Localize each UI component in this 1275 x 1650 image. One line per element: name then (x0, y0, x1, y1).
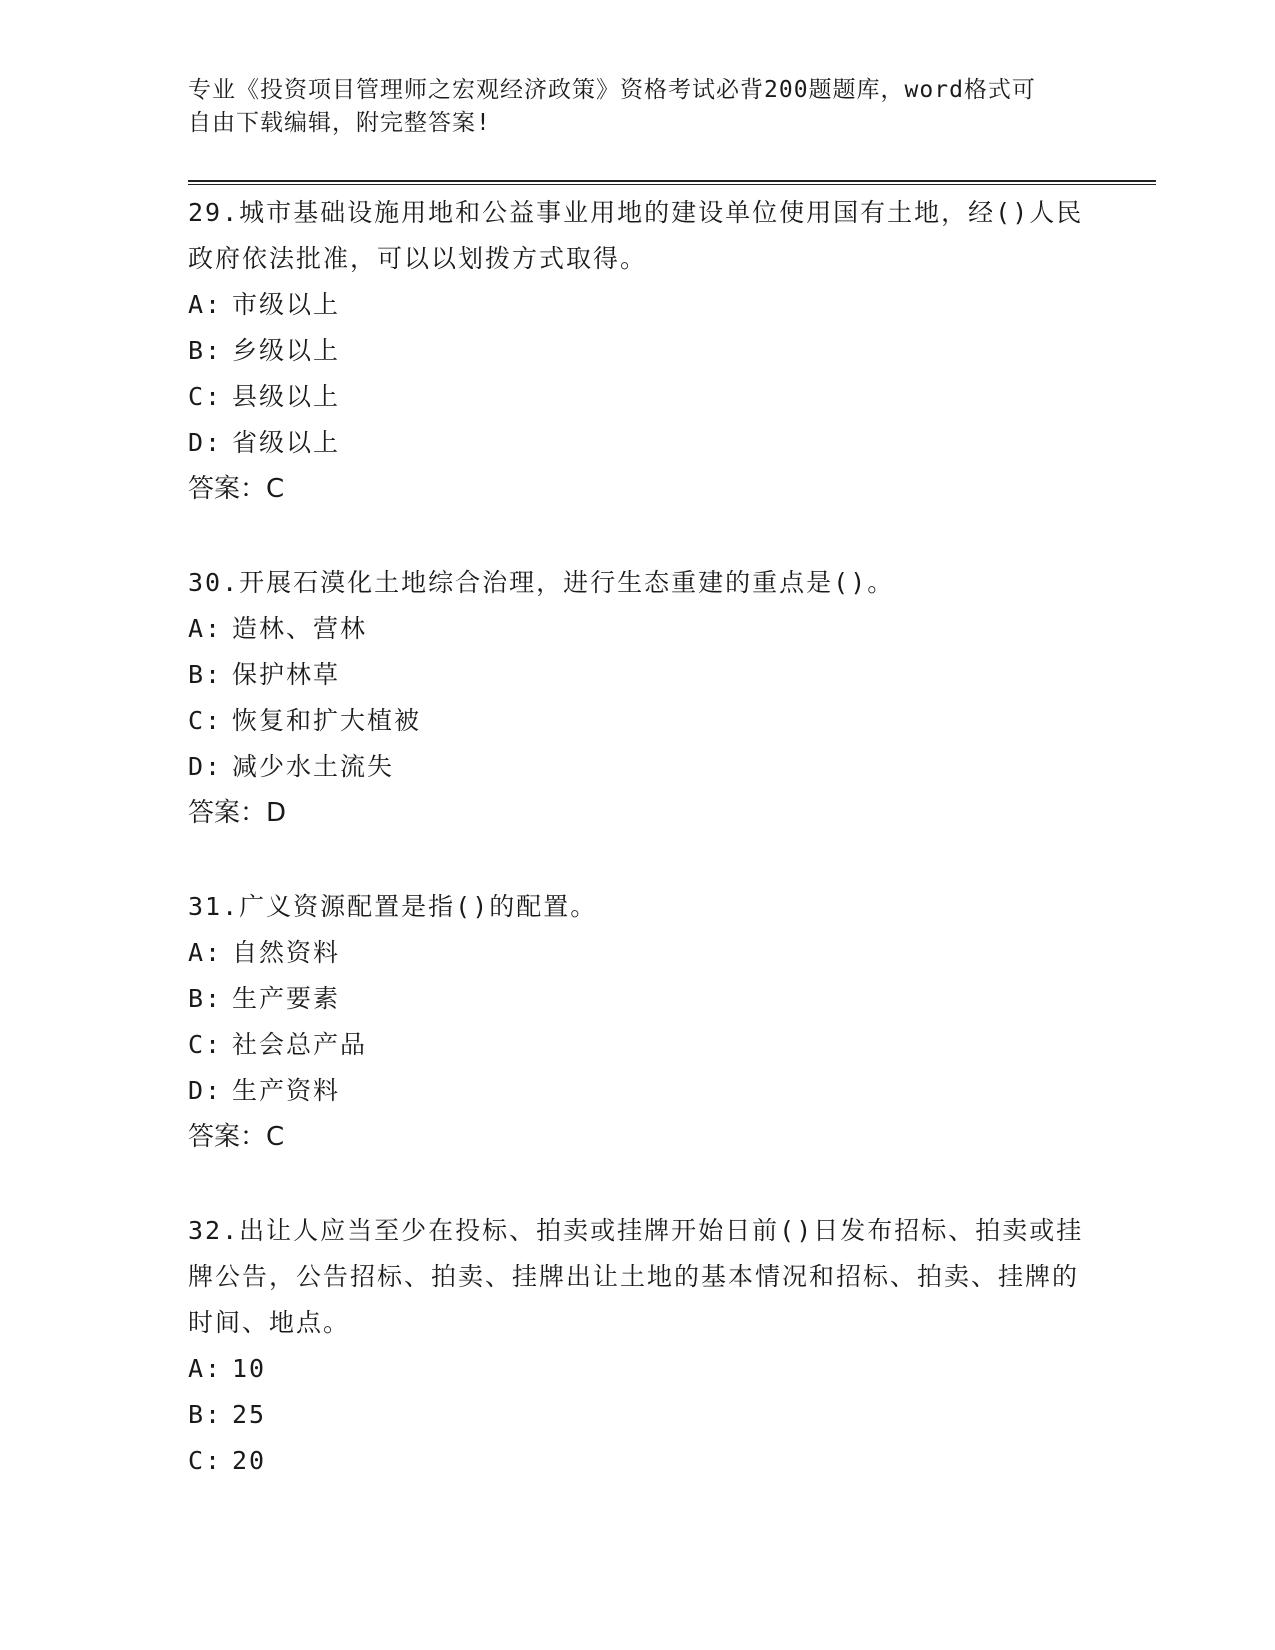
option-text: 保护林草 (232, 660, 341, 689)
question-stem: 31.广义资源配置是指()的配置。 (188, 892, 598, 921)
option-text: 恢复和扩大植被 (232, 706, 422, 735)
option-key: A: (188, 1354, 223, 1383)
option-b (188, 652, 1088, 698)
option-key: D: (188, 752, 223, 781)
option-key: D: (188, 1076, 223, 1105)
header-divider-thick (188, 180, 1156, 182)
page-header (188, 74, 1088, 140)
question-30 (188, 560, 1088, 836)
question-29 (188, 190, 1088, 512)
option-key: A: (188, 938, 223, 967)
option-key: A: (188, 290, 223, 319)
option-key: A: (188, 614, 223, 643)
option-d (188, 744, 1088, 790)
option-key: B: (188, 1400, 223, 1429)
option-text: 社会总产品 (232, 1030, 368, 1059)
question-31 (188, 884, 1088, 1160)
option-key: B: (188, 336, 223, 365)
option-d (188, 1068, 1088, 1114)
option-text: 生产要素 (232, 984, 341, 1013)
option-key: C: (188, 382, 223, 411)
option-text: 生产资料 (232, 1076, 341, 1105)
option-text: 25 (232, 1400, 267, 1429)
option-a (188, 930, 1088, 976)
option-key: D: (188, 428, 223, 457)
option-b (188, 976, 1088, 1022)
question-stem: 32.出让人应当至少在投标、拍卖或挂牌开始日前()日发布招标、拍卖或挂牌公告，公告招标、拍卖、挂牌出让土地的基本情况和招标、拍卖、挂牌的时间、地点。 (188, 1216, 1084, 1337)
option-key: C: (188, 1030, 223, 1059)
option-c (188, 698, 1088, 744)
question-stem: 29.城市基础设施用地和公益事业用地的建设单位使用国有土地，经()人民政府依法批准，可以以划拨方式取得。 (188, 198, 1084, 273)
question-list (188, 190, 1088, 1532)
option-c (188, 1438, 1088, 1484)
option-b (188, 1392, 1088, 1438)
option-text: 20 (232, 1446, 267, 1475)
header-title-line2: 自由下载编辑，附完整答案! (188, 110, 491, 136)
option-key: B: (188, 660, 223, 689)
option-a (188, 606, 1088, 652)
answer-line: 答案：D (188, 798, 287, 828)
option-a (188, 282, 1088, 328)
option-key: C: (188, 706, 223, 735)
answer-line: 答案：C (188, 474, 285, 504)
question-stem: 30.开展石漠化土地综合治理，进行生态重建的重点是()。 (188, 568, 895, 597)
header-title-line1: 专业《投资项目管理师之宏观经济政策》资格考试必背200题题库，word格式可 (188, 77, 1036, 103)
option-text: 自然资料 (232, 938, 341, 967)
option-text: 省级以上 (232, 428, 341, 457)
option-d (188, 420, 1088, 466)
option-c (188, 1022, 1088, 1068)
option-key: B: (188, 984, 223, 1013)
option-text: 10 (232, 1354, 267, 1383)
option-a (188, 1346, 1088, 1392)
option-text: 市级以上 (232, 290, 341, 319)
answer-line: 答案：C (188, 1122, 285, 1152)
option-b (188, 328, 1088, 374)
option-text: 减少水土流失 (232, 752, 395, 781)
option-text: 造林、营林 (232, 614, 368, 643)
option-text: 县级以上 (232, 382, 341, 411)
option-text: 乡级以上 (232, 336, 341, 365)
option-c (188, 374, 1088, 420)
header-divider-thin (188, 184, 1156, 185)
question-32 (188, 1208, 1088, 1484)
option-key: C: (188, 1446, 223, 1475)
